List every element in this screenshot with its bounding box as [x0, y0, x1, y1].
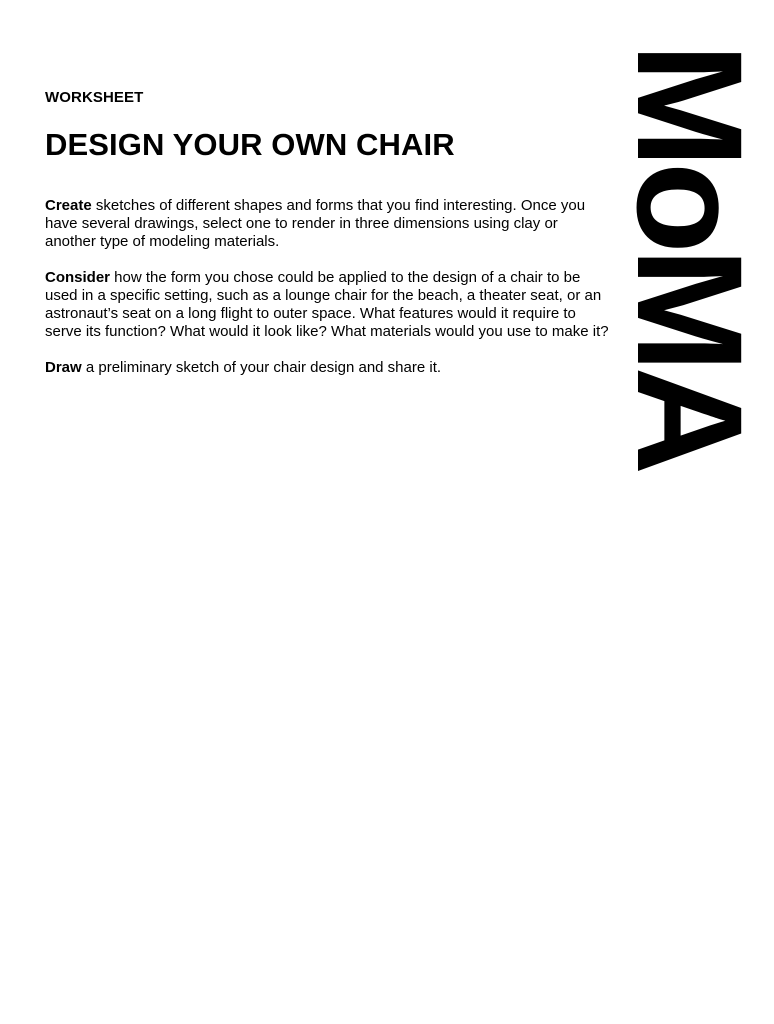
moma-logo-text: MoMA [606, 43, 774, 469]
page-title: DESIGN YOUR OWN CHAIR [45, 127, 455, 162]
draw-text: a preliminary sketch of your chair design and share it. [81, 359, 442, 376]
create-text: sketches of different shapes and forms that you find interesting. Once you have several drawings, select one to render in three dimensions using clay or another type of modeling materials. [45, 197, 586, 250]
instructions [45, 197, 610, 395]
consider-paragraph [45, 269, 610, 341]
draw-paragraph [45, 359, 610, 377]
consider-lead: Consider [45, 269, 111, 286]
consider-text: how the form you chose could be applied to the design of a chair to be used in a specific setting, such as a lounge chair for the beach, a theater seat, or an astronaut’s seat on a long flight to outer space. What features would it require to serve its function? What would it look like? What materials would you use to make it? [45, 269, 609, 340]
worksheet-label: WORKSHEET [45, 89, 144, 106]
moma-logo [606, 22, 774, 490]
create-lead: Create [45, 197, 92, 214]
create-paragraph [45, 197, 610, 251]
draw-lead: Draw [45, 359, 82, 376]
